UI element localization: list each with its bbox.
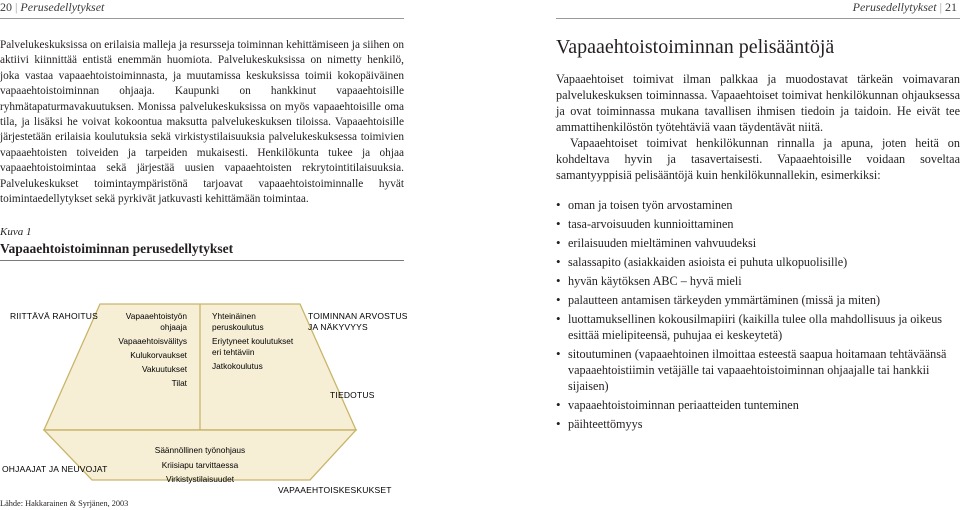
list-item: • hyvän käytöksen ABC – hyvä mieli: [556, 273, 960, 289]
left-page-header: 20 | Perusedellytykset: [0, 0, 105, 14]
bottom-item: Säännöllinen työnohjaus: [154, 445, 246, 455]
diagram-svg: [0, 268, 410, 498]
list-item: • tasa-arvoisuuden kunnioittaminen: [556, 216, 960, 232]
list-item: • vapaaehtoistoiminnan periaatteiden tunteminen: [556, 397, 960, 413]
left-paragraph: Palvelukeskuksissa on erilaisia malleja ja resursseja toiminnan kehittämiseen ja siihen on aktiivi kiinnittää entistä enemmän huomiota. Palvelukeskuksissa on nimetty henkilö, joka vastaa vapaaehtoistoiminnasta, ja muutamissa keskuksissa toimii kokopäiväinen vapaaehtoistoiminnan ohjaaja. Kaupunki on hankkinut vapaaehtoisille ryhmätapaturmavakuutuksen. Monissa palvelukeskuksissa on myös vapaaehtoisille oma tila, ja lisäksi he voivat kokoontua maksutta palvelukeskuksen tiloissa. Vapaaehtoisille järjestetään erilaisia koulutuksia sekä virkistystilaisuuksia palvelukeskuksessa toimivien vapaaehtoisten toiveiden ja tarpeiden mukaisesti. Henkilökunta tukee ja ohjaa vapaaehtoistoimintaa sekä järjestää uusien vapaaehtoisten rekrytointitilaisuuksia. Palvelukeskukset toimintaympäristönä tarjoavat vapaaehtoistoiminnalle hyvät toimintaedellytykset sekä pyrkivät jatkuvasti kehittämään toimintaa.: [0, 39, 404, 206]
figure-source: Lähde: Hakkarainen & Syrjänen, 2003: [0, 499, 129, 508]
right-column: [556, 36, 960, 435]
right-header-rule: [556, 18, 960, 19]
left-item: Vapaaehtoistyön: [125, 311, 187, 321]
right-item: peruskoulutus: [212, 322, 264, 332]
list-item: • päihteettömyys: [556, 416, 960, 432]
list-item: • sitoutuminen (vapaaehtoinen ilmoittaa esteestä saapua hoitamaan tehtäväänsä vapaaehtoistiimin vetäjälle tai vapaaehtoistoiminnan ohjaajalle tai hankkii sijaisen): [556, 346, 960, 394]
right-page-number: 21: [945, 0, 957, 14]
bottom-item: Kriisiapu tarvittaessa: [161, 460, 239, 470]
right-running-title: Perusedellytykset: [852, 0, 937, 14]
left-item: Tilat: [171, 378, 187, 388]
left-item: Kulukorvaukset: [130, 350, 187, 360]
label-ja-nakyvyys: JA NÄKYVYYS: [308, 322, 368, 332]
figure-title-rule: [0, 260, 404, 261]
list-item: • salassapito (asiakkaiden asioista ei puhuta ulkopuolisille): [556, 254, 960, 270]
list-item: • palautteen antamisen tärkeyden ymmärtäminen (missä ja miten): [556, 292, 960, 308]
right-item: Yhteinäinen: [212, 311, 256, 321]
left-item: Vapaaehtoisvälitys: [118, 336, 187, 346]
left-running-title: Perusedellytykset: [20, 0, 105, 14]
figure-label: Kuva 1: [0, 226, 32, 238]
left-body-text: [0, 38, 404, 207]
label-toiminnan-arvostus: TOIMINNAN ARVOSTUS: [308, 311, 408, 321]
right-item: Eriytyneet koulutukset: [212, 336, 294, 346]
right-section-title: Vapaaehtoistoiminnan pelisääntöjä: [556, 36, 835, 58]
right-page-header: Perusedellytykset | 21: [852, 0, 957, 14]
right-item: eri tehtäviin: [212, 347, 255, 357]
label-riittava-rahoitus: RIITTÄVÄ RAHOITUS: [10, 311, 98, 321]
label-tiedotus: TIEDOTUS: [330, 390, 375, 400]
left-item: ohjaaja: [160, 322, 187, 332]
right-paragraph-1: Vapaaehtoiset toimivat ilman palkkaa ja muodostavat tärkeän voimavaran palvelukeskuksen toiminnassa. Vapaaehtoiset toimivat henkilökunnan ohjauksessa ja ovat toiminnassa mukana tavallisen ihmisen tiedoin ja taidoin. He eivät tee ammattihenkilöstön työtehtäviä vaan täydentävät niitä.: [556, 72, 960, 134]
bottom-item: Virkistystilaisuudet: [165, 474, 235, 484]
rules-bullet-list: [556, 197, 960, 432]
right-paragraph-2: Vapaaehtoiset toimivat henkilökunnan rinnalla ja apuna, joten heitä on kohdeltava hyvin ja tasavertaisesti. Vapaaehtoisille voidaan soveltaa samantyyppisiä pelisääntöjä kuin henkilökunnallekin, esimerkiksi:: [556, 136, 960, 182]
left-header-rule: [0, 18, 404, 19]
list-item: • oman ja toisen työn arvostaminen: [556, 197, 960, 213]
right-item: Jatkokoulutus: [212, 361, 263, 371]
list-item: • luottamuksellinen kokousilmapiiri (kaikilla tulee olla mahdollisuus ja oikeus esittää mielipiteensä, puhujaa ei keskeytetä): [556, 311, 960, 343]
left-page-number: 20: [0, 0, 12, 14]
list-item: • erilaisuuden mieltäminen vahvuudeksi: [556, 235, 960, 251]
label-vapaaehtoiskeskukset: VAPAAEHTOISKESKUKSET: [278, 485, 392, 495]
label-ohjaajat-ja-neuvojat: OHJAAJAT JA NEUVOJAT: [2, 464, 108, 474]
perusedellytykset-diagram: [0, 268, 410, 498]
figure-title: Vapaaehtoistoiminnan perusedellytykset: [0, 241, 234, 256]
left-item: Vakuutukset: [141, 364, 187, 374]
